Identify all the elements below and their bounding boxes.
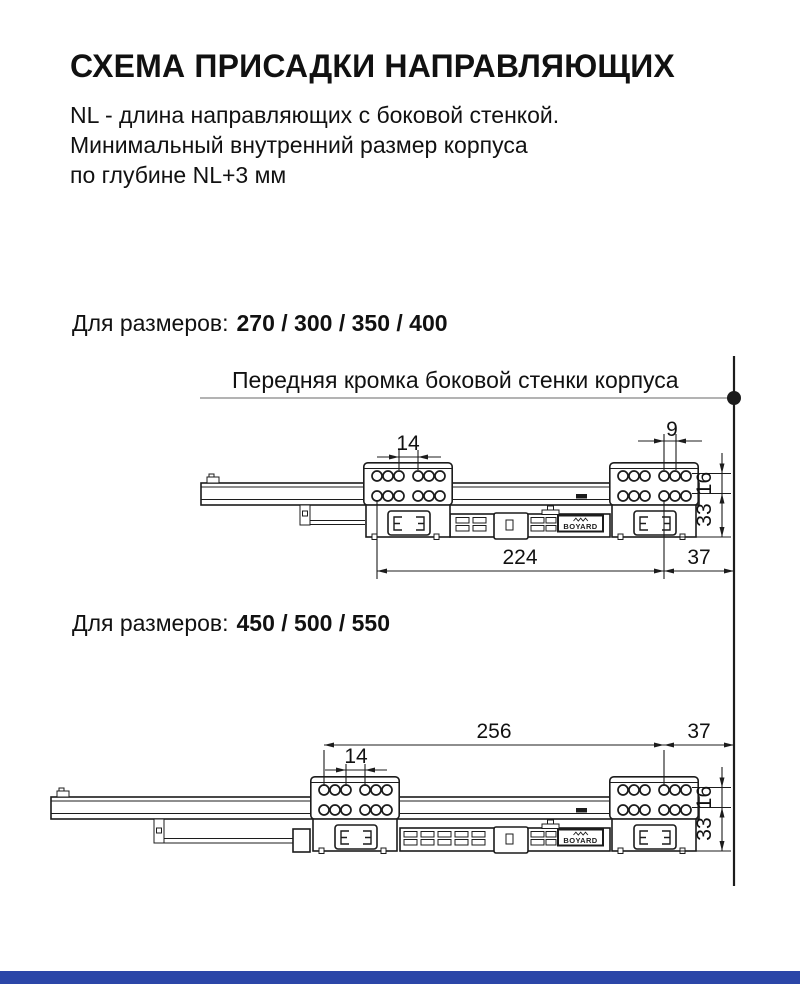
rear-mounting-block xyxy=(311,777,399,854)
svg-text:14: 14 xyxy=(344,745,368,768)
slide-diagram-large-sizes xyxy=(51,720,734,854)
brand-logo xyxy=(558,830,603,846)
slide-diagram-small-sizes xyxy=(201,418,734,579)
svg-text:37: 37 xyxy=(687,720,711,743)
brand-text: BOYARD xyxy=(563,836,598,845)
description-line-2: Минимальный внутренний размер корпуса xyxy=(70,132,528,158)
svg-text:16: 16 xyxy=(693,785,716,810)
svg-text:256: 256 xyxy=(476,720,512,743)
brand-logo xyxy=(558,516,603,532)
sizes-values: 270 / 300 / 350 / 400 xyxy=(236,310,448,336)
footer-accent-bar xyxy=(0,971,800,984)
svg-text:224: 224 xyxy=(502,546,538,569)
sizes-prefix: Для размеров: xyxy=(72,310,229,336)
front-mounting-block xyxy=(610,777,698,854)
description-line-1: NL - длина направляющих с боковой стенкой. xyxy=(70,102,560,128)
svg-text:9: 9 xyxy=(666,418,678,441)
svg-text:14: 14 xyxy=(396,432,420,455)
brand-text: BOYARD xyxy=(563,522,598,531)
svg-text:33: 33 xyxy=(693,817,716,841)
sizes-prefix: Для размеров: xyxy=(72,610,229,636)
description-line-3: по глубине NL+3 мм xyxy=(70,162,287,188)
front-edge-label: Передняя кромка боковой стенки корпуса xyxy=(232,367,679,393)
svg-text:16: 16 xyxy=(693,471,716,496)
sizes-values: 450 / 500 / 550 xyxy=(236,610,390,636)
svg-text:37: 37 xyxy=(687,546,711,569)
page-title: СХЕМА ПРИСАДКИ НАПРАВЛЯЮЩИХ xyxy=(70,48,675,84)
svg-text:33: 33 xyxy=(693,503,716,527)
front-mounting-block xyxy=(610,463,698,540)
